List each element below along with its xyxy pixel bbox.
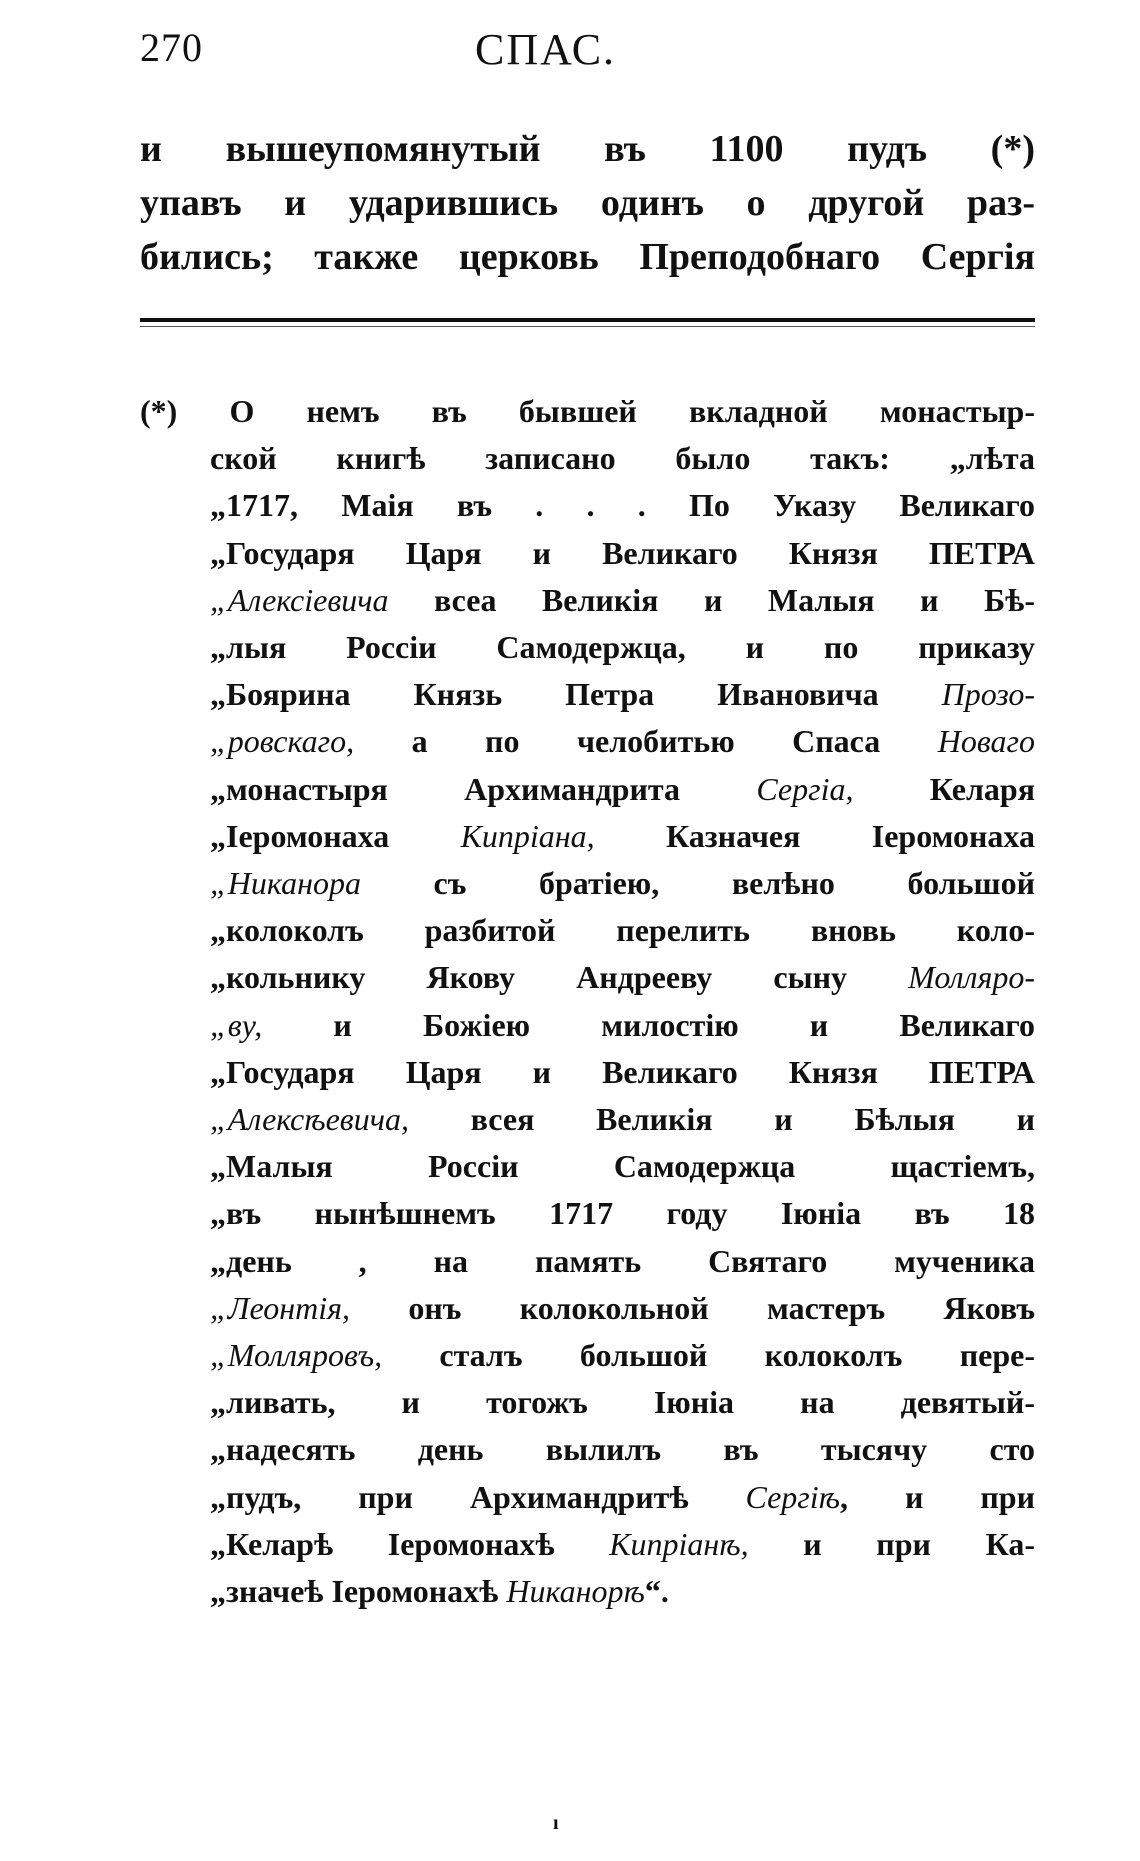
footnote-line: „день , на память Святаго мученика xyxy=(210,1242,1035,1279)
footnote-line: „пудъ, при Архимандритѣ Сергіѣ, и при xyxy=(210,1478,1035,1515)
footnote-line: „ливать, и тогожъ Іюніа на девятый- xyxy=(210,1384,1035,1421)
main-text-line: упавъ и ударившись одинъ о другой раз- xyxy=(140,182,1035,224)
footnote-line: „Государя Царя и Великаго Князя ПЕТРА xyxy=(210,534,1035,571)
footnote-line: „лыя Россіи Самодержца, и по приказу xyxy=(210,629,1035,666)
footnote-line: „Боярина Князь Петра Ивановича Прозо- xyxy=(210,676,1035,713)
footnote-line: „колоколъ разбитой перелить вновь коло- xyxy=(210,912,1035,949)
footnote-line: „Келарѣ Іеромонахѣ Кипріанѣ, и при Ка- xyxy=(210,1525,1036,1562)
main-text-line: бились; также церковь Преподобнаго Сергія xyxy=(140,236,1035,278)
main-text-line: и вышеупомянутый въ 1100 пудъ (*) xyxy=(140,128,1035,170)
footnote-line: „Алексіевича всеа Великія и Малыя и Бѣ- xyxy=(210,581,1035,618)
footnote-line: „Государя Царя и Великаго Князя ПЕТРА xyxy=(210,1053,1035,1090)
footnote-marker: (*) xyxy=(140,393,178,429)
footnote-line: „значеѣ Іеромонахѣ Никанорѣ“. xyxy=(210,1573,669,1610)
running-head xyxy=(140,24,1040,84)
footnote-line: „ровскаго, а по челобитью Спаса Новаго xyxy=(210,723,1035,760)
footnote xyxy=(140,388,1035,1615)
footnote-line: „Леонтія, онъ колокольной мастеръ Яковъ xyxy=(210,1289,1035,1326)
footnote-line: „монастыря Архимандрита Сергіа, Келаря xyxy=(210,770,1035,807)
footnote-line: ской книгѣ записано было такъ: „лѣта xyxy=(210,440,1035,477)
footnote-line: (*) О немъ въ бывшей вкладной монастыр- xyxy=(140,393,1036,429)
footnote-line: „Малыя Россіи Самодержца щастіемъ, xyxy=(210,1148,1035,1185)
footnote-line: „1717, Маія въ . . . По Указу Великаго xyxy=(210,487,1035,524)
footnote-line: „Молляровъ, сталъ большой колоколъ пере- xyxy=(210,1337,1035,1374)
footnote-separator-rule xyxy=(140,318,1035,322)
page-number: 270 xyxy=(140,25,203,70)
footnote-line: „Никанора съ братіею, велѣно большой xyxy=(210,865,1035,902)
print-speck: ı xyxy=(553,1812,559,1834)
footnote-separator-rule-thin xyxy=(140,326,1035,327)
footnote-line: „Алексѣевича, всея Великія и Бѣлыя и xyxy=(210,1101,1035,1138)
footnote-line: „ву, и Божіею милостію и Великаго xyxy=(210,1006,1035,1043)
footnote-line: „Іеромонаха Кипріана, Казначея Іеромонаха xyxy=(210,817,1036,854)
running-title: СПАС. xyxy=(475,25,617,74)
main-text xyxy=(140,122,1035,284)
footnote-line: „въ нынѣшнемъ 1717 году Іюніа въ 18 xyxy=(210,1195,1035,1232)
footnote-line: „надесять день вылилъ въ тысячу сто xyxy=(210,1431,1035,1468)
footnote-line: „кольнику Якову Андрееву сыну Молляро- xyxy=(210,959,1035,996)
